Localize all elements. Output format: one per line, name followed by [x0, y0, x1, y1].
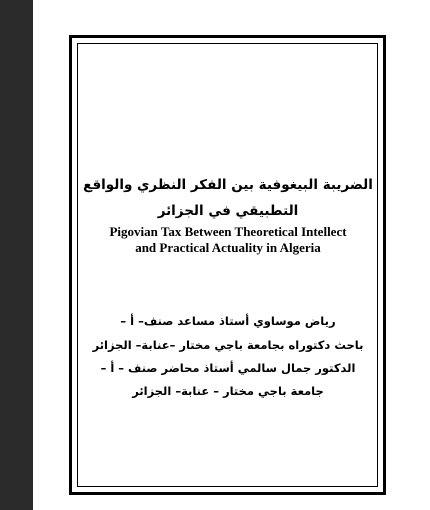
english-title-line-2: and Practical Actuality in Algeria: [135, 240, 321, 255]
title-page-inner-border: [77, 43, 378, 487]
arabic-title-line-1: الضريبة البيغوفية بين الفكر النظري والواقع: [83, 177, 373, 193]
arabic-title-line-2: التطبيقي في الجزائر: [157, 203, 299, 219]
author-2-name-rank: الدكتور جمال سالمي أستاذ محاضر صنف – أ –: [100, 361, 356, 375]
author-1-name-rank: رياض موساوي أستاذ مساعد صنف– أ –: [120, 314, 336, 328]
author-1-affiliation: باحث دكتوراه بجامعة باجي مختار –عنابة– الجزائر: [92, 338, 364, 352]
english-title-line-1: Pigovian Tax Between Theoretical Intellect: [109, 224, 347, 239]
author-2-affiliation: جامعة باجي مختار – عنابة– الجزائر: [132, 384, 324, 398]
viewer-side-bar: [0, 0, 33, 510]
